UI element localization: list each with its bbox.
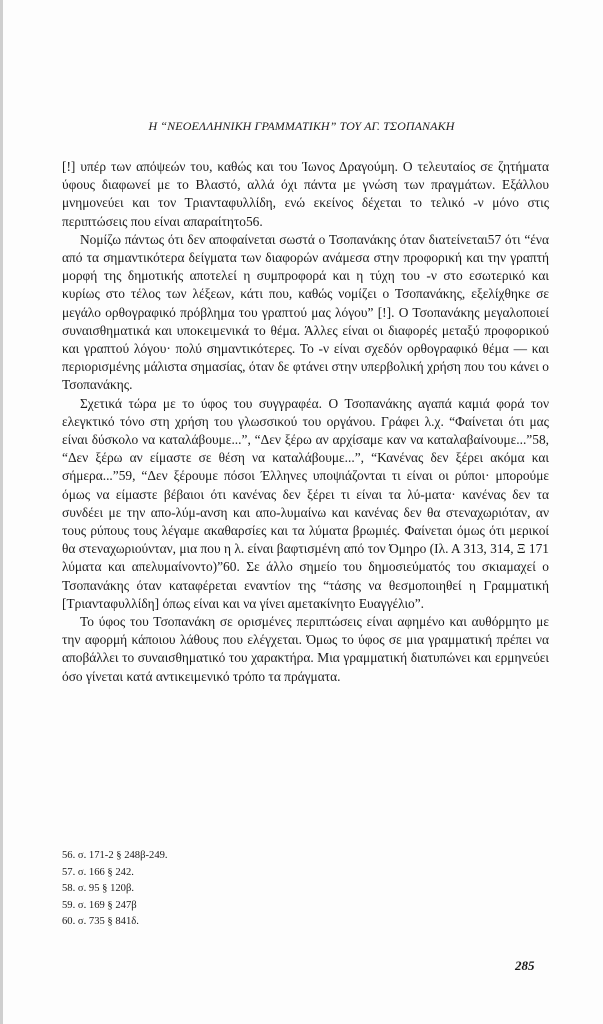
page-edge bbox=[0, 0, 3, 1024]
footnotes bbox=[62, 848, 168, 931]
paragraph: Νομίζω πάντως ότι δεν αποφαίνεται σωστά ο Τσοπανάκης όταν διατείνεται57 ότι “ένα από τα σημαντικότερα δείγματα των διαφορών ανάμεσα στην προφορική και την γραπτή μορφή της δημοτικής αποτελεί η συμπροφορά και η τύχη του -ν στο εσωτερικό και κυρίως στο τέλος των λέξεων, κάτι που, καθώς νομίζει ο Τσοπανάκης, εξελίχθηκε σε μεγάλο ορθογραφικό πρόβλημα του γραπτού μας λόγου” [!]. Ο Τσοπανάκης μεγαλοποιεί συναισθηματικά και υποκειμενικά το θέμα. Άλλες είναι οι διαφορές μεταξύ προφορικού και γραπτού λόγου· πολύ σημαντικότερες. Το -ν είναι σχεδόν ορθογραφικό θέμα — και περιορισμένης μάλιστα σημασίας, όταν δε φτάνει στην υπερβολική χρήση που του κάνει ο Τσοπανάκης. bbox=[62, 231, 549, 393]
footnote: 58. σ. 95 § 120β. bbox=[62, 883, 135, 894]
footnote: 57. σ. 166 § 242. bbox=[62, 866, 134, 878]
page-number: 285 bbox=[515, 958, 535, 973]
running-head: Η “ΝΕΟΕΛΛΗΝΙΚΗ ΓΡΑΜΜΑΤΙΚΗ” ΤΟΥ ΑΓ. ΤΣΟΠΑΝΑΚΗ bbox=[148, 119, 455, 133]
footnote: 59. σ. 169 § 247β bbox=[62, 899, 137, 911]
body-text bbox=[62, 158, 549, 686]
paragraph: Σχετικά τώρα με το ύφος του συγγραφέα. Ο Τσοπανάκης αγαπά καμιά φορά τον ελεγκτικό τόνο στη χρήση του γλωσσικού του οργάνου. Γράφει λ.χ. “Φαίνεται ότι μας είναι δύσκολο να καταλάβουμε...”, “Δεν ξέρω αν αρχίσαμε καν να καταλαβαίνουμε...”58, “Δεν ξέρω αν είμαστε σε θέση να καταλάβουμε...”, “Κανένας δεν ξέρει ακόμα και σήμερα...”59, “Δεν ξέρουμε πόσοι Έλληνες υποψιάζονται τι είναι οι ρύποι· μπορούμε όμως να είμαστε βέβαιοι ότι κανένας δεν ξέρει τι είναι τα λύ-ματα· κανένας δεν τα συνδέει με την απο-λύμ-ανση και απο-λυμαίνω και κανένας δεν θα στεναχωριόταν, αν τους ρύπους τους λέγαμε ακαθαρσίες και τα λύματα βρωμιές. Φαίνεται όμως ότι μερικοί θα στεναχωριούνταν, μια που η λ. είναι βαφτισμένη από τον Όμηρο (Ιλ. Α 313, 314, Ξ 171 λύματα και απελυμαίνοντο)”60. Σε άλλο σημείο του δημοσιεύματός του σκιαμαχεί ο Τσοπανάκης όταν καταφέρεται εναντίον της “τάσης να θεσμοποιηθεί η Γραμματική [Τριανταφυλλίδη] όπως είναι και να γίνει αμετακίνητο Ευαγγέλιο”. bbox=[62, 395, 549, 611]
paragraph: [!] υπέρ των απόψεών του, καθώς και του Ίωνος Δραγούμη. Ο τελευταίος σε ζητήματα ύφους διαφωνεί με το Βλαστό, αλλά όχι πάντα με γνώση των πραγμάτων. Εξάλλου μνημονεύει και τον Τριανταφυλλίδη, ενώ εκείνος δέχεται το τελικό -ν μόνο στις περιπτώσεις που είναι απαραίτητο56. bbox=[62, 159, 549, 229]
footnote: 60. σ. 735 § 841δ. bbox=[62, 916, 139, 927]
paragraph: Το ύφος του Τσοπανάκη σε ορισμένες περιπτώσεις είναι αφημένο και αυθόρμητο με την αφορμή κάποιου λάθους που ελέγχεται. Όμως το ύφος σε μια γραμματική πρέπει να αποβάλλει το συναισθηματικό του χαρακτήρα. Μια γραμματική διατυπώνει και ερμηνεύει όσο γίνεται κατά αντικειμενικό τρόπο τα πράγματα. bbox=[62, 614, 549, 684]
footnote: 56. σ. 171-2 § 248β-249. bbox=[62, 850, 168, 861]
